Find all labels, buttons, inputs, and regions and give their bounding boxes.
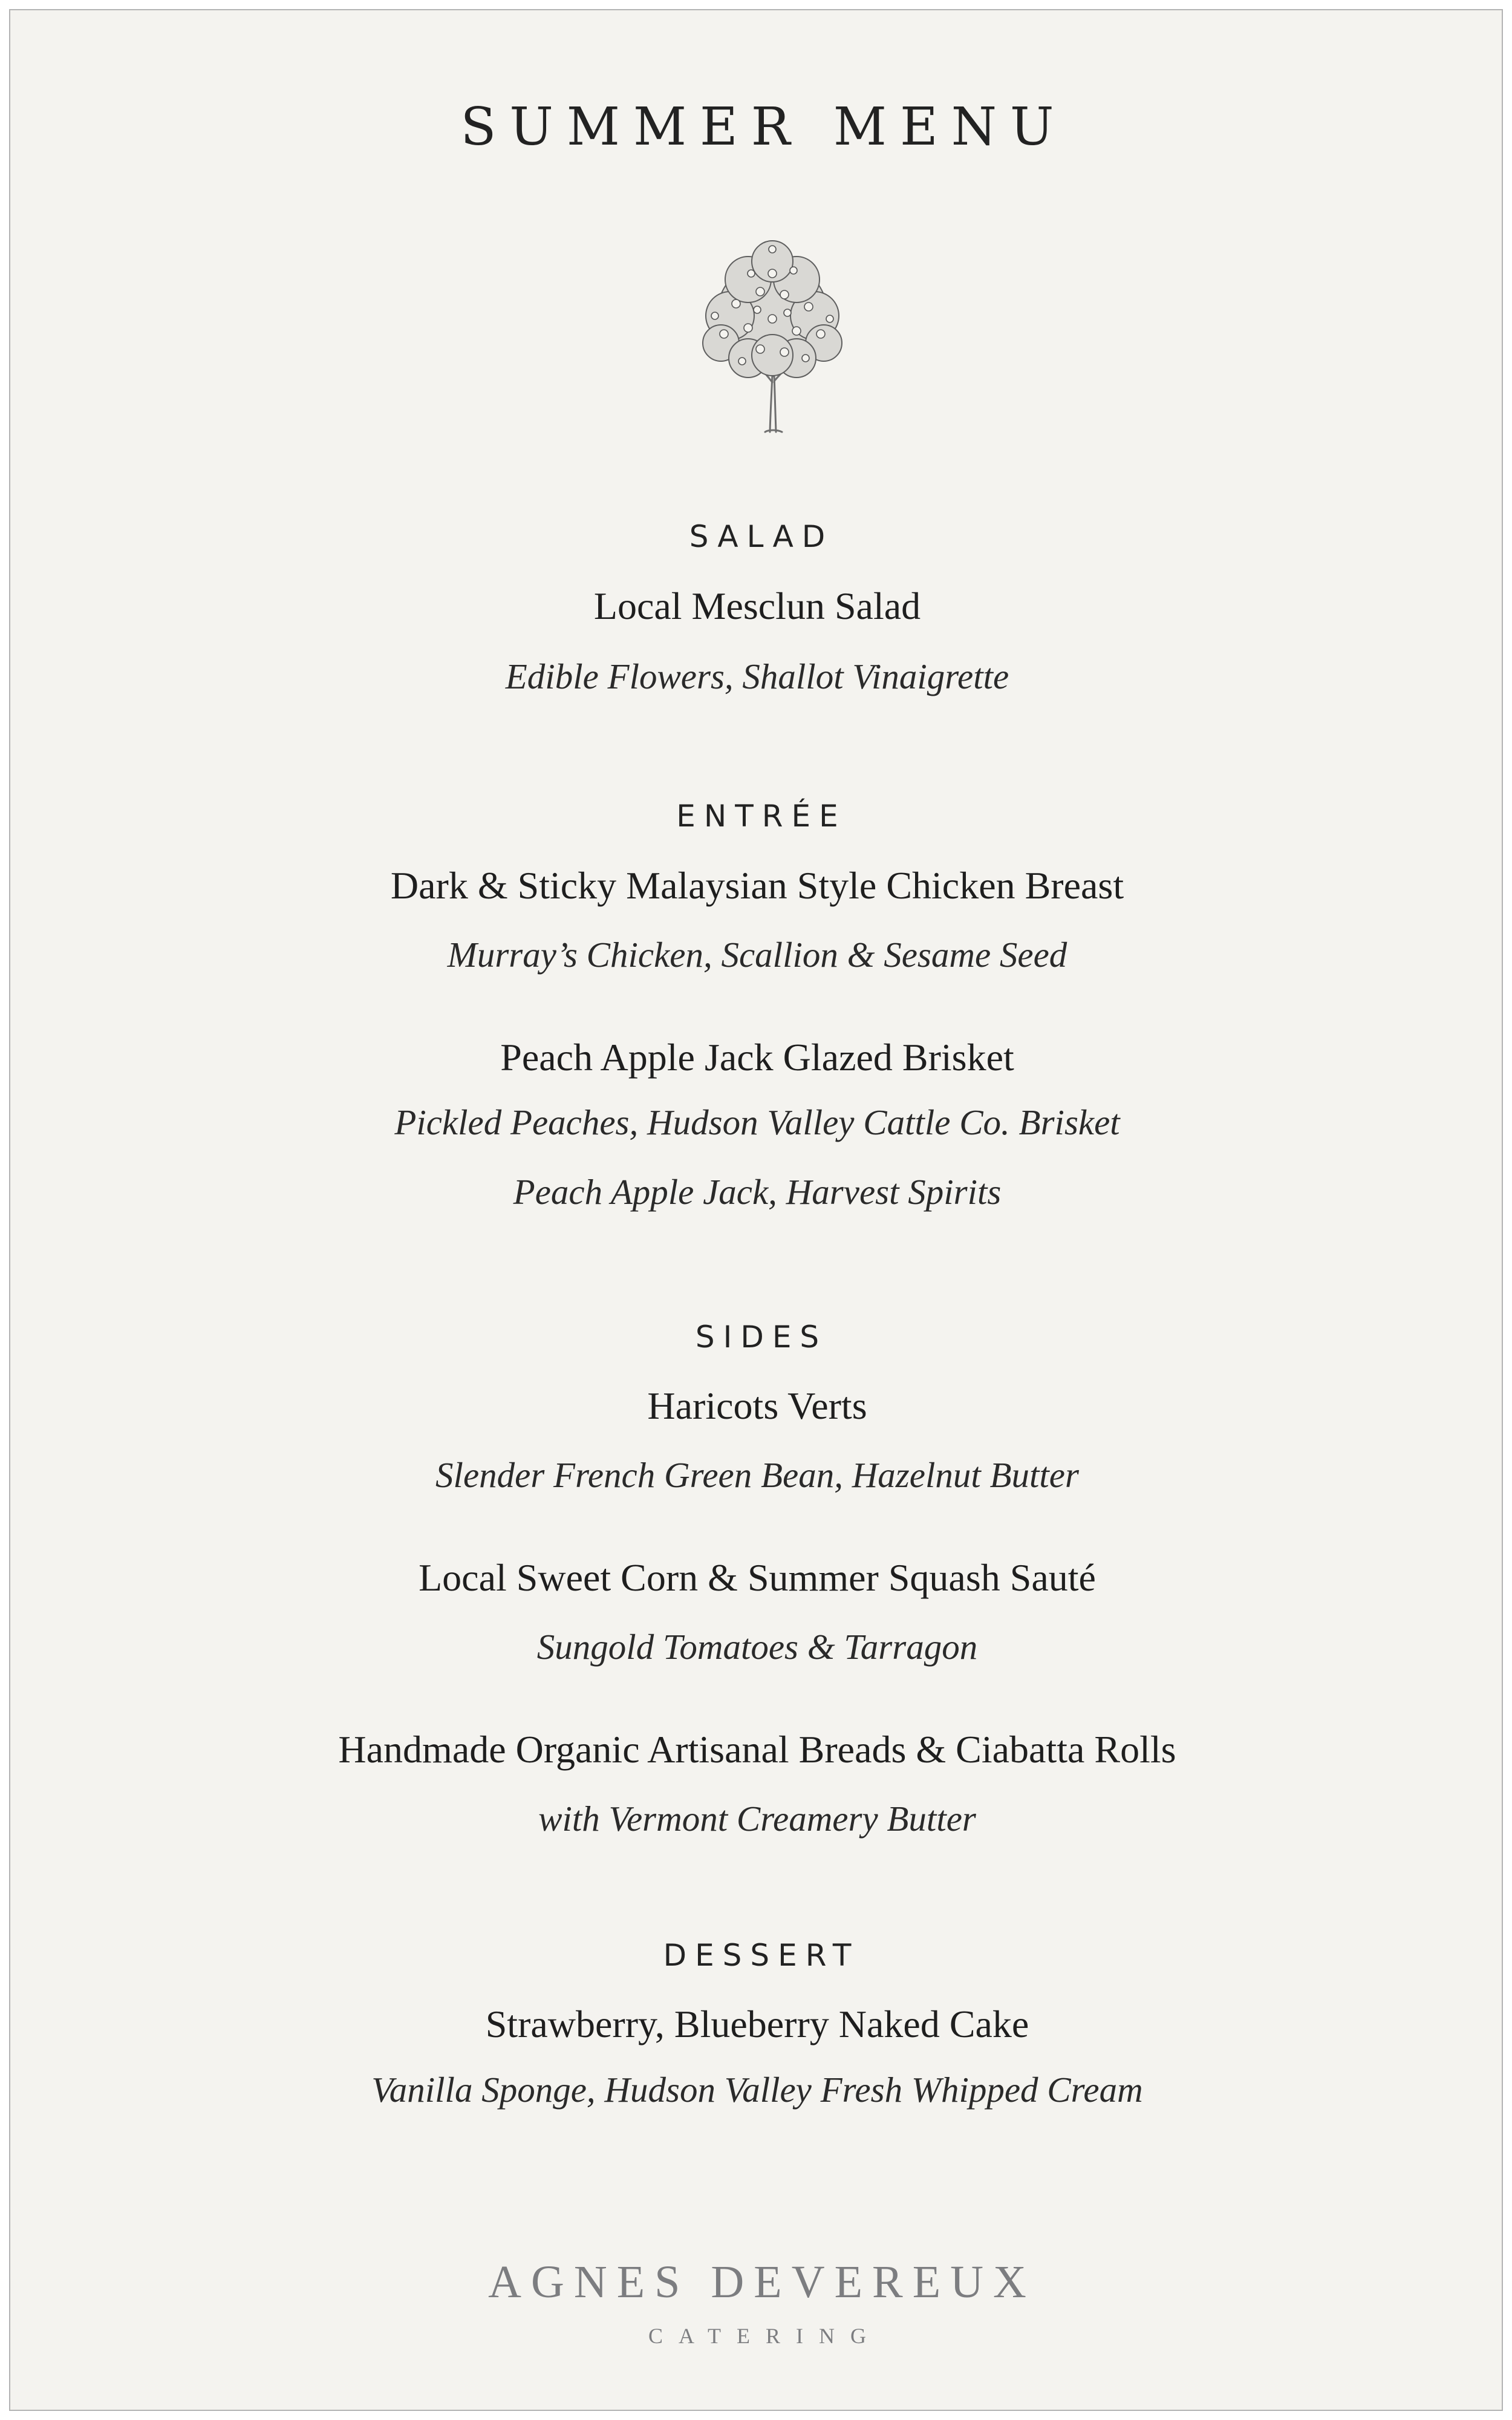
menu-item-name: Dark & Sticky Malaysian Style Chicken Breast: [390, 864, 1124, 907]
menu-item-description: Murray’s Chicken, Scallion & Sesame Seed: [447, 935, 1067, 975]
menu-item-description: Sungold Tomatoes & Tarragon: [536, 1627, 978, 1667]
section-heading-sides: SIDES: [695, 1320, 828, 1355]
section-heading-dessert: DESSERT: [663, 1938, 860, 1973]
menu-item-name: Haricots Verts: [647, 1384, 867, 1427]
menu-title: SUMMER MENU: [460, 97, 1067, 157]
menu-item-name: Handmade Organic Artisanal Breads & Ciabatta Rolls: [338, 1728, 1176, 1771]
menu-item-name: Local Mesclun Salad: [593, 584, 921, 627]
menu-item-description: Peach Apple Jack, Harvest Spirits: [513, 1172, 1002, 1212]
menu-item-description: Edible Flowers, Shallot Vinaigrette: [505, 656, 1009, 696]
menu-item-description: Slender French Green Bean, Hazelnut Butter: [435, 1455, 1079, 1495]
brand-subtitle: CATERING: [648, 2324, 882, 2348]
menu-item-name: Strawberry, Blueberry Naked Cake: [485, 2003, 1029, 2046]
menu-item-description: with Vermont Creamery Butter: [538, 1799, 976, 1839]
menu-card: [9, 9, 1503, 2411]
menu-item-description: Vanilla Sponge, Hudson Valley Fresh Whipped Cream: [371, 2070, 1143, 2110]
menu-item-description: Pickled Peaches, Hudson Valley Cattle Co. Brisket: [394, 1102, 1120, 1142]
section-heading-salad: SALAD: [689, 519, 834, 554]
brand-name: AGNES DEVEREUX: [488, 2257, 1036, 2307]
menu-item-name: Local Sweet Corn & Summer Squash Sauté: [419, 1556, 1096, 1599]
section-heading-entree: ENTRÉE: [676, 799, 847, 834]
menu-item-name: Peach Apple Jack Glazed Brisket: [500, 1036, 1014, 1079]
tree-icon: [688, 237, 857, 434]
